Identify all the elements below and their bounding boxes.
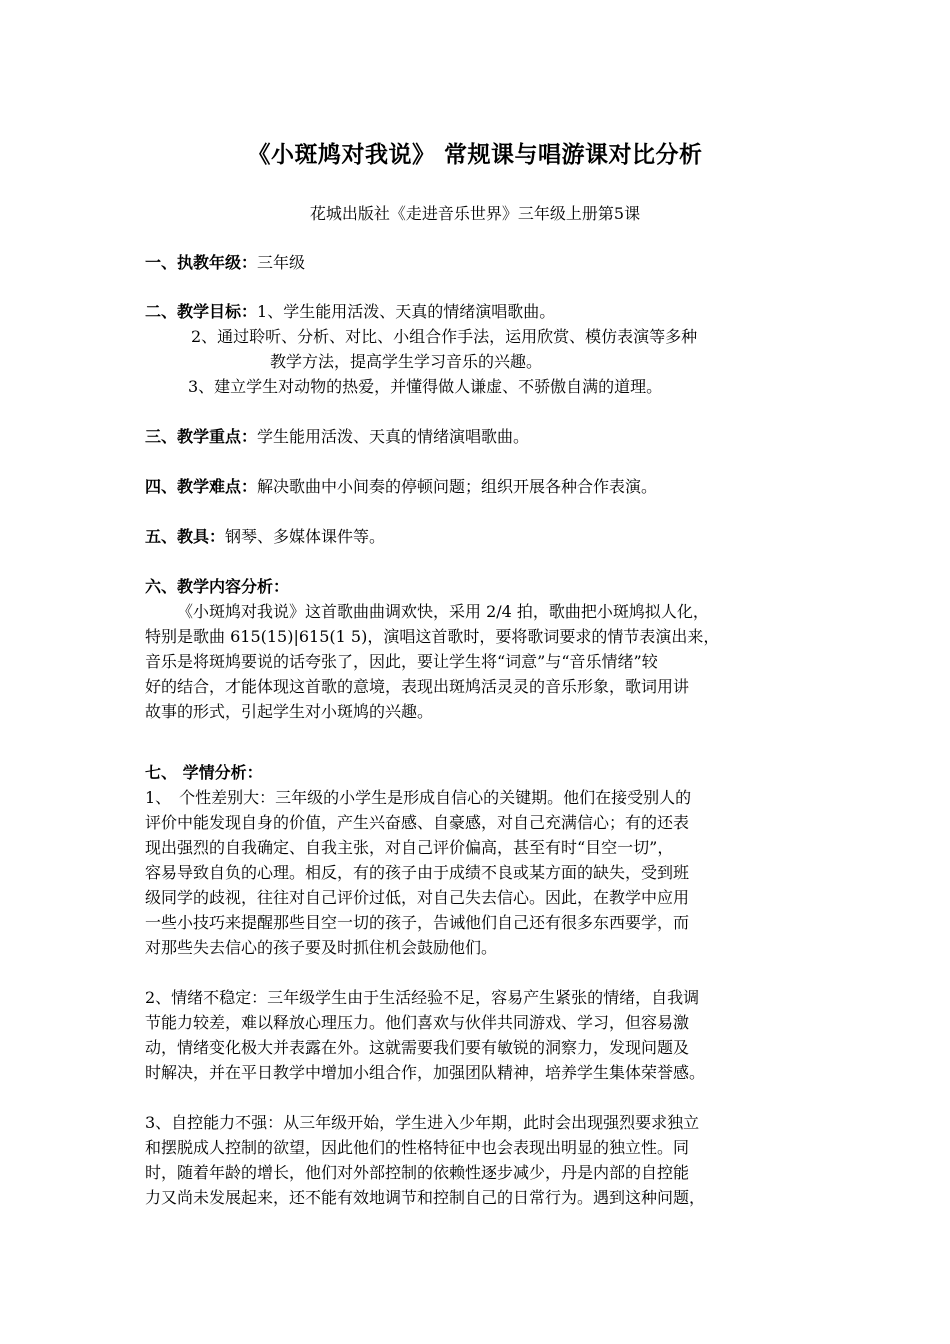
paragraph-line: 故事的形式，引起学生对小斑鸠的兴趣。 [145, 702, 434, 721]
section-students [145, 760, 810, 1210]
paragraph-line: 级同学的歧视，往往对自己评价过低，对自己失去信心。因此，在教学中应用 [145, 888, 690, 907]
goal-item: 教学方法，提高学生学习音乐的兴趣。 [270, 352, 543, 371]
paragraph-line: 和摆脱成人控制的欲望，因此他们的性格特征中也会表现出明显的独立性。同 [145, 1138, 690, 1157]
section-tools [145, 524, 810, 549]
paragraph-line: 一些小技巧来提醒那些目空一切的孩子，告诫他们自己还有很多东西要学，而 [145, 913, 690, 932]
section-label: 六、教学内容分析： [145, 577, 290, 596]
paragraph [145, 785, 810, 960]
paragraph-line: 3、自控能力不强：从三年级开始，学生进入少年期，此时会出现强烈要求独立 [145, 1113, 700, 1132]
goal-item: 1、学生能用活泼、天真的情绪演唱歌曲。 [257, 302, 556, 321]
section-label: 四、教学难点： [145, 477, 258, 496]
paragraph-line: 节能力较差，难以释放心理压力。他们喜欢与伙伴共同游戏、学习，但容易激 [145, 1013, 690, 1032]
section-label: 五、教具： [145, 527, 226, 546]
section-label: 一、执教年级： [145, 253, 258, 272]
goal-item: 2、通过聆听、分析、对比、小组合作手法，运用欣赏、模仿表演等多种 [191, 327, 698, 346]
paragraph-line: 动，情绪变化极大并表露在外。这就需要我们要有敏锐的洞察力，发现问题及 [145, 1038, 690, 1057]
paragraph-line: 时解决，并在平日教学中增加小组合作，加强团队精神，培养学生集体荣誉感。 [145, 1063, 706, 1082]
paragraph-line: 音乐是将斑鸠要说的话夸张了，因此，要让学生将“词意”与“音乐情绪”较 [145, 652, 658, 671]
document-subtitle: 花城出版社《走进音乐世界》三年级上册第5课 [309, 204, 641, 223]
section-goals [145, 299, 810, 399]
paragraph-line: 对那些失去信心的孩子要及时抓住机会鼓励他们。 [145, 938, 498, 957]
section-content [145, 574, 810, 724]
section-grade [145, 250, 810, 275]
section-focus [145, 424, 810, 449]
paragraph-line: 特别是歌曲 615(15)|615(1 5)，演唱这首歌时，要将歌词要求的情节表演出来， [145, 627, 720, 646]
section-label: 七、 学情分析： [145, 763, 263, 782]
paragraph-line: 评价中能发现自身的价值，产生兴奋感、自豪感，对自己充满信心；有的还表 [145, 813, 690, 832]
paragraph [145, 985, 810, 1085]
section-difficulty [145, 474, 810, 499]
paragraph-line: 1、 个性差别大：三年级的小学生是形成自信心的关键期。他们在接受别人的 [145, 788, 692, 807]
section-label: 二、教学目标： [145, 302, 258, 321]
paragraph-line: 力又尚未发展起来，还不能有效地调节和控制自己的日常行为。遇到这种问题， [145, 1188, 706, 1207]
section-text: 钢琴、多媒体课件等。 [225, 527, 386, 546]
paragraph-line: 2、情绪不稳定：三年级学生由于生活经验不足，容易产生紧张的情绪，自我调 [145, 988, 700, 1007]
paragraph-line: 好的结合，才能体现这首歌的意境，表现出斑鸠活灵灵的音乐形象，歌词用讲 [145, 677, 690, 696]
paragraph-line: 《小斑鸠对我说》这首歌曲曲调欢快，采用 2/4 拍，歌曲把小斑鸠拟人化， [177, 602, 709, 621]
paragraph-line: 现出强烈的自我确定、自我主张，对自己评价偏高，甚至有时“目空一切”， [145, 838, 674, 857]
paragraph-line: 容易导致自负的心理。相反，有的孩子由于成绩不良或某方面的缺失，受到班 [145, 863, 690, 882]
paragraph [145, 1110, 810, 1210]
goal-item: 3、建立学生对动物的热爱，并懂得做人谦虚、不骄傲自满的道理。 [188, 377, 663, 396]
section-label: 三、教学重点： [145, 427, 258, 446]
section-text: 解决歌曲中小间奏的停顿问题；组织开展各种合作表演。 [257, 477, 658, 496]
paragraph-line: 时，随着年龄的增长，他们对外部控制的依赖性逐步减少，丹是内部的自控能 [145, 1163, 690, 1182]
section-text: 学生能用活泼、天真的情绪演唱歌曲。 [257, 427, 530, 446]
document-title: 《小斑鸠对我说》 常规课与唱游课对比分析 [247, 141, 703, 168]
section-text: 三年级 [257, 253, 306, 272]
